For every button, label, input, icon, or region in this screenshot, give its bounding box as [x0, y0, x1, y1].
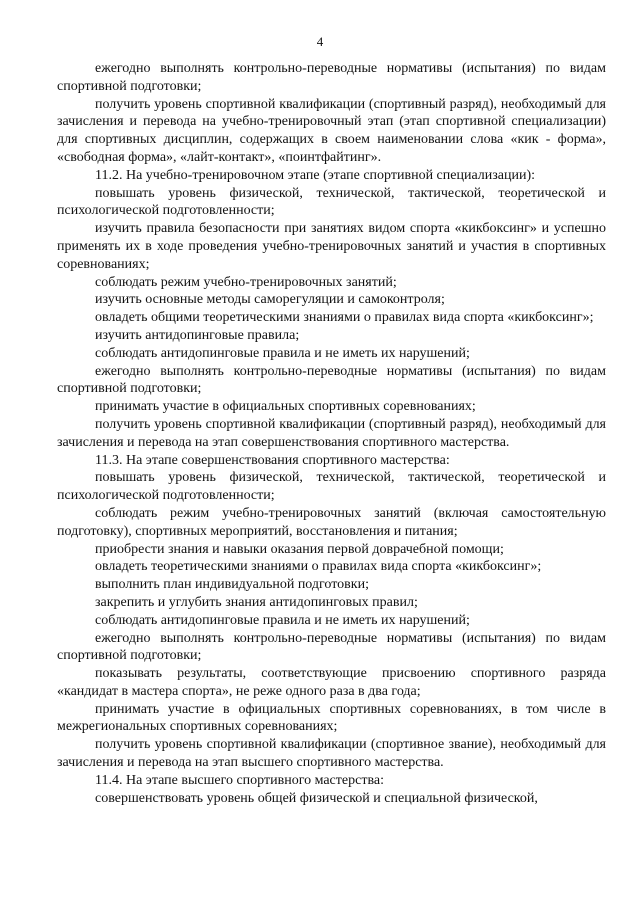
- paragraph: ежегодно выполнять контрольно-переводные нормативы (испытания) по видам спортивной подготовки;: [57, 61, 606, 94]
- paragraph: соблюдать режим учебно-тренировочных занятий (включая самостоятельную подготовку), спортивных мероприятий, восстановления и питания;: [57, 505, 606, 539]
- page-number: 4: [316, 34, 324, 49]
- section-heading-11-4: 11.4. На этапе высшего спортивного мастерства:: [95, 772, 384, 788]
- paragraph: соблюдать антидопинговые правила и не иметь их нарушений;: [95, 612, 470, 628]
- paragraph: соблюдать режим учебно-тренировочных занятий;: [95, 274, 397, 290]
- paragraph: принимать участие в официальных спортивных соревнованиях;: [95, 399, 476, 415]
- paragraph: получить уровень спортивной квалификации (спортивное звание), необходимый для зачисления и перевода на этап высшего спортивного мастерства.: [57, 737, 606, 771]
- document-body: [57, 60, 606, 807]
- paragraph: овладеть теоретическими знаниями о правилах вида спорта «кикбоксинг»;: [95, 559, 542, 575]
- paragraph: повышать уровень физической, технической, тактической, теоретической и психологической подготовленности;: [57, 185, 606, 219]
- section-heading-11-3: 11.3. На этапе совершенствования спортивного мастерства:: [95, 452, 450, 468]
- paragraph: принимать участие в официальных спортивных соревнованиях, в том числе в межрегиональных спортивных соревнованиях;: [57, 701, 606, 735]
- paragraph: соблюдать антидопинговые правила и не иметь их нарушений;: [95, 345, 470, 361]
- paragraph: овладеть общими теоретическими знаниями о правилах вида спорта «кикбоксинг»;: [95, 310, 594, 326]
- paragraph: закрепить и углубить знания антидопинговых правил;: [95, 594, 418, 610]
- paragraph: ежегодно выполнять контрольно-переводные нормативы (испытания) по видам спортивной подготовки;: [57, 630, 606, 664]
- paragraph: изучить антидопинговые правила;: [95, 327, 300, 343]
- section-heading-11-2: 11.2. На учебно-тренировочном этапе (этапе спортивной специализации):: [95, 167, 536, 183]
- paragraph: приобрести знания и навыки оказания первой доврачебной помощи;: [95, 541, 504, 557]
- paragraph: получить уровень спортивной квалификации (спортивный разряд), необходимый для зачисления и перевода на учебно-тренировочный этап (этап спортивной специализации) для спортивных дисциплин, содержащих в своем наименовании слова «кик - форма», «свободная форма», «лайт-контакт», «поинтфайтинг».: [57, 96, 606, 165]
- paragraph: получить уровень спортивной квалификации (спортивный разряд), необходимый для зачисления и перевода на этап совершенствования спортивного мастерства.: [57, 416, 606, 450]
- paragraph: выполнить план индивидуальной подготовки;: [95, 577, 369, 593]
- paragraph: повышать уровень физической, технической, тактической, теоретической и психологической подготовленности;: [57, 470, 606, 504]
- paragraph: изучить основные методы саморегуляции и самоконтроля;: [95, 292, 445, 308]
- paragraph: показывать результаты, соответствующие присвоению спортивного разряда «кандидат в мастера спорта», не реже одного раза в два года;: [57, 666, 606, 699]
- paragraph: ежегодно выполнять контрольно-переводные нормативы (испытания) по видам спортивной подготовки;: [57, 363, 606, 397]
- paragraph: изучить правила безопасности при занятиях видом спорта «кикбоксинг» и успешно применять их в ходе проведения учебно-тренировочных занятий и участия в спортивных соревнованиях;: [57, 221, 606, 272]
- paragraph: совершенствовать уровень общей физической и специальной физической,: [95, 790, 538, 806]
